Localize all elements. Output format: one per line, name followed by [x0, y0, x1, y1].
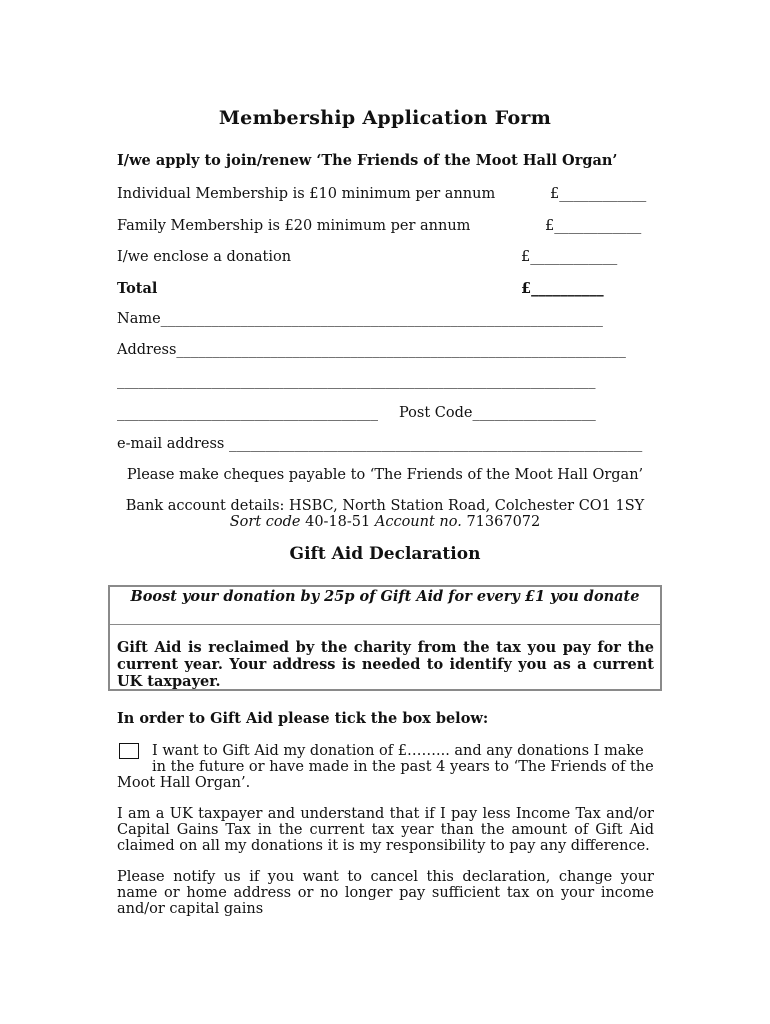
gift-aid-title: Gift Aid Declaration	[289, 544, 481, 564]
address-field[interactable]: Address______________________________________________________________	[117, 342, 626, 358]
email-field[interactable]: e-mail address _________________________________________________________	[117, 436, 643, 452]
individual-membership-amount[interactable]: £____________	[550, 186, 647, 202]
postcode-field[interactable]: Post Code_________________	[399, 405, 596, 421]
address-field-line3[interactable]: ____________________________________	[117, 405, 378, 421]
sort-code-label: Sort code	[229, 514, 301, 530]
individual-membership-label: Individual Membership is £10 minimum per annum	[117, 186, 496, 202]
gift-aid-box	[108, 585, 662, 691]
account-no-value: 71367072	[466, 514, 541, 530]
form-title: Membership Application Form	[218, 107, 552, 129]
gift-aid-declaration	[117, 743, 654, 791]
family-membership-amount[interactable]: £____________	[545, 218, 642, 234]
bank-details: Bank account details: HSBC, North Station Road, Colchester CO1 1SY	[125, 498, 645, 514]
gift-aid-instruction: In order to Gift Aid please tick the box below:	[117, 710, 489, 727]
account-no-label: Account no.	[374, 514, 462, 530]
address-field-line2[interactable]: __________________________________________________________________	[117, 373, 596, 389]
notify-statement: Please notify us if you want to cancel this declaration, change your name or home address or no longer pay sufficient tax on your income and/or capital gains	[117, 869, 654, 917]
sort-code-value: 40-18-51	[305, 514, 371, 530]
family-membership-label: Family Membership is £20 minimum per annum	[117, 218, 471, 234]
gift-aid-reclaimed: Gift Aid is reclaimed by the charity from the tax you pay for the current year. Your address is needed to identify you as a current UK taxpayer.	[117, 639, 654, 690]
declaration-line-3: Moot Hall Organ’.	[117, 775, 251, 791]
total-label: Total	[117, 280, 158, 297]
total-amount[interactable]: £__________	[521, 280, 604, 297]
sort-account-line	[0, 514, 770, 530]
donation-amount[interactable]: £____________	[521, 249, 618, 265]
taxpayer-statement: I am a UK taxpayer and understand that if I pay less Income Tax and/or Capital Gains Tax in the current tax year than the amount of Gift Aid claimed on all my donations it is my responsibility to pay any difference.	[117, 806, 654, 854]
declaration-line-1: I want to Gift Aid my donation of £……... and any donations I make	[152, 743, 644, 759]
form-subtitle: I/we apply to join/renew ‘The Friends of the Moot Hall Organ’	[117, 152, 618, 169]
cheques-note: Please make cheques payable to ‘The Friends of the Moot Hall Organ’	[126, 467, 644, 483]
gift-aid-boost: Boost your donation by 25p of Gift Aid for every £1 you donate	[110, 587, 660, 625]
declaration-line-2: in the future or have made in the past 4 years to ‘The Friends of the	[152, 759, 654, 775]
donation-label: I/we enclose a donation	[117, 249, 292, 265]
name-field[interactable]: Name_____________________________________________________________	[117, 311, 603, 327]
